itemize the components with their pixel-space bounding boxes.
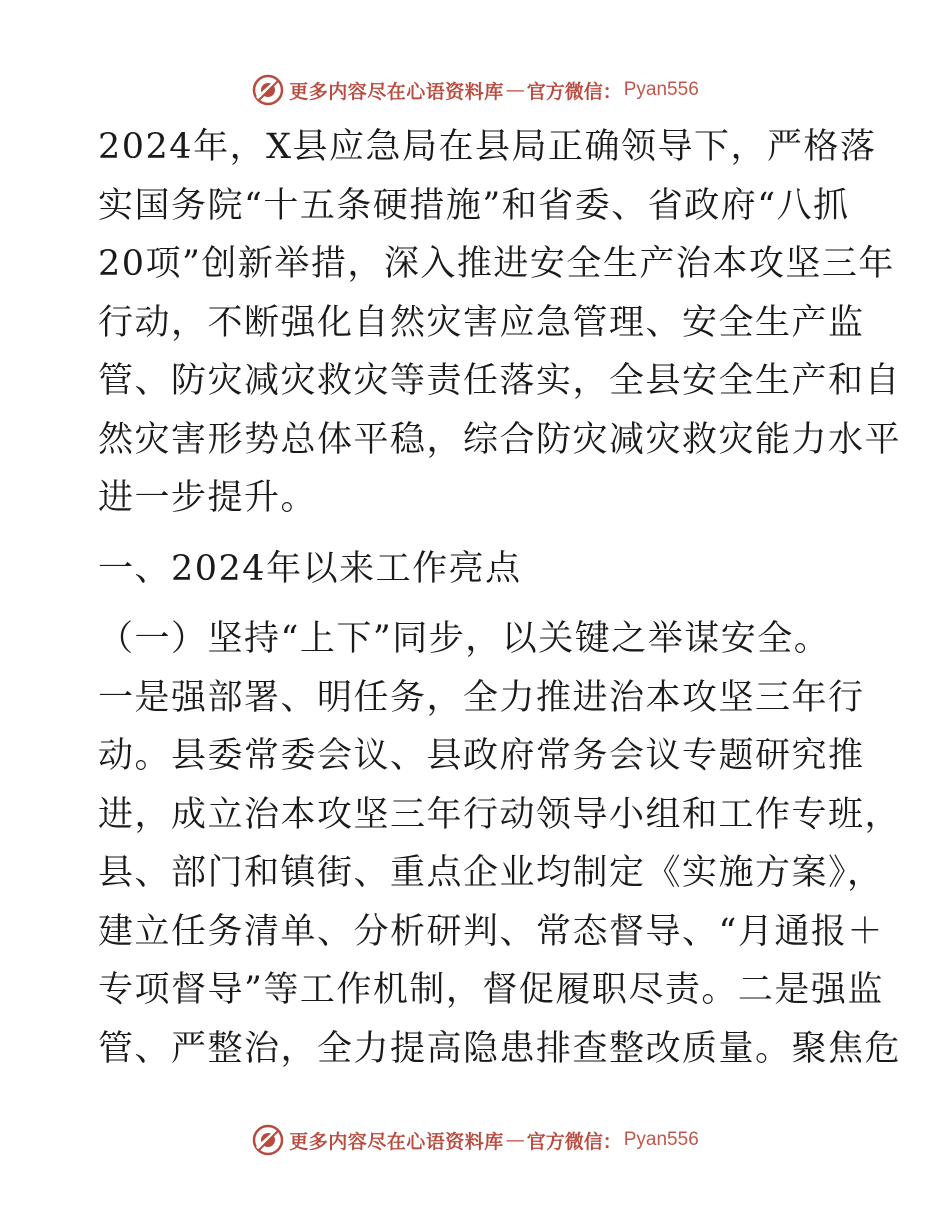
watermark-wechat-id: Pyan556	[623, 79, 699, 100]
section-heading: 一、2024年以来工作亮点	[98, 548, 522, 589]
intro-line: 2024年，X县应急局在县局正确领导下，严格落	[98, 127, 877, 167]
body-line: 一是强部署、明任务，全力推进治本攻坚三年行	[98, 677, 865, 718]
subsection-heading: （一）坚持“上下”同步，以关键之举谋安全。	[98, 619, 831, 659]
body-line: 动。县委常委会议、县政府常务会议专题研究推	[98, 736, 865, 776]
watermark-wechat-label: 官方微信：	[526, 80, 622, 103]
watermark-wechat-label: 官方微信：	[526, 1130, 622, 1153]
footer-watermark	[0, 1120, 950, 1160]
document-body	[98, 118, 902, 1078]
body-line: 进，成立治本攻坚三年行动领导小组和工作专班，	[98, 794, 902, 835]
watermark-text: 更多内容尽在心语资料库	[289, 80, 504, 103]
header-watermark	[0, 70, 950, 110]
intro-line: 然灾害形势总体平稳，综合防灾减灾救灾能力水平	[98, 419, 902, 460]
intro-line: 20项”创新举措，深入推进安全生产治本攻坚三年	[98, 244, 895, 284]
logo-icon	[251, 1123, 285, 1157]
watermark-separator: —	[505, 79, 525, 101]
watermark-separator: —	[505, 1129, 525, 1151]
intro-line: 进一步提升。	[98, 478, 318, 518]
intro-line: 行动，不断强化自然灾害应急管理、安全生产监	[98, 302, 865, 343]
intro-line: 管、防灾减灾救灾等责任落实，全县安全生产和自	[98, 361, 902, 401]
body-line: 专项督导”等工作机制，督促履职尽责。二是强监	[98, 970, 884, 1010]
body-line: 县、部门和镇街、重点企业均制定《实施方案》，	[98, 853, 884, 893]
watermark-wechat-id: Pyan556	[623, 1129, 699, 1150]
intro-line: 实国务院“十五条硬措施”和省委、省政府“八抓	[98, 185, 850, 226]
body-line: 管、严整治，全力提高隐患排查整改质量。聚焦危	[98, 1028, 902, 1069]
logo-icon	[251, 73, 285, 107]
watermark-text: 更多内容尽在心语资料库	[289, 1130, 504, 1153]
body-line: 建立任务清单、分析研判、常态督导、“月通报＋	[98, 911, 884, 952]
